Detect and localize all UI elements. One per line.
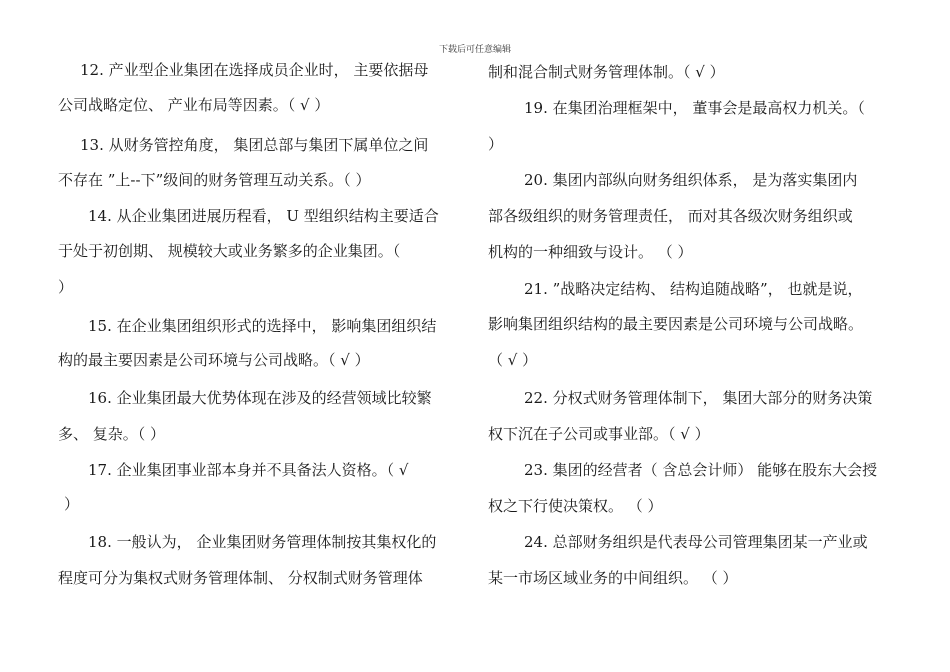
q12-line-1: 12. 产业型企业集团在选择成员企业时， 主要依据母 xyxy=(80,61,429,79)
q17-line-2: ） xyxy=(64,495,80,513)
q23-line-2: 权之下行使决策权。 （ ） xyxy=(488,497,663,515)
q21-line-2: 影响集团组织结构的最主要因素是公司环境与公司战略。 xyxy=(488,315,864,333)
q22-line-1: 22. 分权式财务管理体制下， 集团大部分的财务决策 xyxy=(524,389,873,407)
q18-line-3: 制和混合制式财务管理体制。（ √ ） xyxy=(488,63,725,81)
q13-line-2: 不存在 ”上--下”级间的财务管理互动关系。（ ） xyxy=(58,171,371,189)
q22-line-2: 权下沉在子公司或事业部。（ √ ） xyxy=(488,425,710,443)
q15-line-2: 构的最主要因素是公司环境与公司战略。（ √ ） xyxy=(58,351,370,369)
q13-line-1: 13. 从财务管控角度， 集团总部与集团下属单位之间 xyxy=(80,136,429,154)
q18-line-2: 程度可分为集权式财务管理体制、 分权制式财务管理体 xyxy=(58,569,423,587)
q24-line-1: 24. 总部财务组织是代表母公司管理集团某一产业或 xyxy=(524,533,868,551)
q16-line-1: 16. 企业集团最大优势体现在涉及的经营领域比较繁 xyxy=(88,389,432,407)
q14-line-1: 14. 从企业集团进展历程看， U 型组织结构主要适合 xyxy=(88,207,439,225)
q21-line-3: （ √ ） xyxy=(488,351,538,369)
q20-line-3: 机构的一种细致与设计。 （ ） xyxy=(488,243,693,261)
q14-line-2: 于处于初创期、 规模较大或业务繁多的企业集团。（ xyxy=(58,242,401,260)
q15-line-1: 15. 在企业集团组织形式的选择中， 影响集团组织结 xyxy=(88,317,437,335)
q21-line-1: 21. ”战略决定结构、 结构追随战略”， 也就是说， xyxy=(524,280,863,298)
q20-line-2: 部各级组织的财务管理责任， 而对其各级次财务组织或 xyxy=(488,207,853,225)
q20-line-1: 20. 集团内部纵向财务组织体系， 是为落实集团内 xyxy=(524,171,858,189)
q17-line-1: 17. 企业集团事业部本身并不具备法人资格。（ √ xyxy=(88,461,409,479)
page-header: 下载后可任意编辑 xyxy=(438,45,511,55)
q19-line-1: 19. 在集团治理框架中， 董事会是最高权力机关。（ xyxy=(524,99,865,117)
q12-line-2: 公司战略定位、 产业布局等因素。（ √ ） xyxy=(58,96,330,114)
q19-line-2: ） xyxy=(488,135,504,153)
q24-line-2: 某一市场区域业务的中间组织。 （ ） xyxy=(488,569,738,587)
q18-line-1: 18. 一般认为， 企业集团财务管理体制按其集权化的 xyxy=(88,533,437,551)
q23-line-1: 23. 集团的经营者（ 含总会计师） 能够在股东大会授 xyxy=(524,461,878,479)
q14-line-3: ） xyxy=(58,278,74,296)
q16-line-2: 多、 复杂。（ ） xyxy=(58,425,166,443)
